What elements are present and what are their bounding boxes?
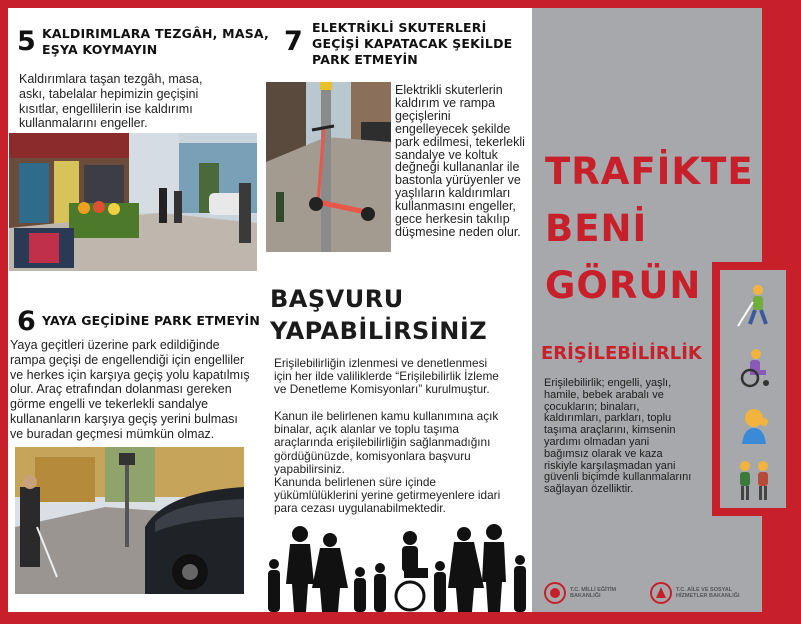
text-line: sağlayan özelliktir. bbox=[544, 483, 634, 496]
section5-heading-line: EŞYA KOYMAYIN bbox=[42, 42, 158, 57]
text-line: ve Denetleme Komisyonları” kurulmuştur. bbox=[274, 382, 490, 397]
section5-heading bbox=[42, 26, 269, 58]
basvuru-paragraph1 bbox=[274, 357, 529, 397]
text-line: Kanun ile belirlenen kamu kullanımına açık bbox=[274, 409, 499, 423]
text-line: rampa geçişi de engellendiği için engelliler bbox=[10, 352, 245, 367]
logo-text-line: T.C. MİLLİ EĞİTİM bbox=[570, 586, 617, 593]
text-line: değneği kullananlar ile bbox=[395, 160, 520, 175]
basvuru-title-line: BAŞVURU bbox=[270, 285, 404, 313]
section7-heading bbox=[312, 20, 512, 68]
text-line: engelleyecek şekilde bbox=[395, 121, 511, 136]
text-line: yaşlıların kaldırımları bbox=[395, 186, 511, 201]
text-line: bağımsız olarak ve kaza bbox=[544, 447, 663, 460]
accessibility-icon-box bbox=[712, 262, 794, 516]
meb-logo-text bbox=[570, 587, 616, 600]
elderly-couple-icon bbox=[732, 460, 776, 502]
text-line: gece herkesin takılıp bbox=[395, 212, 510, 227]
text-line: kullananların karşıya geçiş yerini bulması bbox=[10, 411, 238, 426]
section5-body bbox=[19, 72, 239, 131]
main-title-line: GÖRÜN bbox=[545, 264, 702, 307]
text-line: Kanunda belirlenen süre içinde bbox=[274, 475, 436, 490]
text-line: taşıma araçlarını, kimsenin bbox=[544, 424, 676, 437]
text-line: riskiyle karşılaşmadan yani bbox=[544, 459, 676, 472]
text-line: park edilmesi, tekerlekli bbox=[395, 134, 525, 149]
text-line: Kaldırımlara taşan tezgâh, masa, bbox=[19, 72, 203, 86]
text-line: kullanmasını engeller, bbox=[395, 199, 516, 214]
main-title-line: BENİ bbox=[545, 207, 648, 250]
bottom-red-border bbox=[0, 612, 801, 624]
left-red-border bbox=[0, 0, 8, 624]
text-line: kullanmalarını engeller. bbox=[19, 116, 148, 131]
section7-heading-line: PARK ETMEYİN bbox=[312, 52, 418, 67]
text-line: hamile, bebek arabalı ve bbox=[544, 388, 664, 401]
text-line: kaldırımları, parkları, toplu bbox=[544, 412, 672, 425]
text-line: ve buradan geçmesi mümkün olmaz. bbox=[10, 426, 215, 441]
section5-number: 5 bbox=[17, 26, 36, 57]
basvuru-paragraph2 bbox=[274, 410, 529, 516]
section7-number: 7 bbox=[284, 26, 303, 57]
text-line: geçişlerini bbox=[395, 108, 451, 123]
logo-text-line: BAKANLIĞI bbox=[570, 593, 601, 599]
text-line: bastonla yürüyenler ve bbox=[395, 173, 521, 188]
basvuru-title-line: YAPABİLİRSİNİZ bbox=[270, 317, 488, 345]
text-line: kısıtlar, engellilerin ise kaldırımı bbox=[19, 101, 193, 116]
text-line: Erişilebilirliğin izlenmesi ve denetlenmesi bbox=[274, 356, 488, 370]
text-line: güvenli biçimde kullanmalarını bbox=[544, 471, 692, 484]
car-on-crossing-photo bbox=[15, 447, 244, 594]
aile-logo-text bbox=[676, 587, 740, 600]
aile-logo bbox=[650, 582, 740, 604]
person-in-wheelchair-icon bbox=[736, 348, 772, 388]
section7-body bbox=[395, 84, 530, 239]
section5-heading-line: KALDIRIMLARA TEZGÂH, MASA, bbox=[42, 26, 269, 41]
text-line: için her ilde valiliklerde “Erişilebilirlik İzleme bbox=[274, 369, 499, 384]
person-with-white-cane-icon bbox=[736, 284, 772, 328]
text-line: yükümlülüklerini yerine getirmeyenlere idari bbox=[274, 488, 501, 503]
text-line: para cezası uygulanabilmektedir. bbox=[274, 501, 446, 516]
erisilebilirlik-title: ERİŞİLEBİLİRLİK bbox=[541, 343, 702, 364]
text-line: sandalye ve koltuk bbox=[395, 147, 498, 162]
text-line: kaldırım ve rampa bbox=[395, 95, 496, 110]
people-silhouette-illustration bbox=[262, 520, 532, 612]
deaf-person-icon bbox=[736, 406, 772, 444]
section7-heading-line: ELEKTRİKLİ SKUTERLERİ bbox=[312, 20, 487, 35]
text-line: askı, tabelalar hepimizin geçişini bbox=[19, 86, 199, 101]
text-line: olur. Araç etrafından dolanması gereken bbox=[10, 382, 232, 397]
text-line: görme engelli ve tekerlekli sandalye bbox=[10, 397, 209, 412]
text-line: araçlarında erişilebilirliğin sağlanmadığını bbox=[274, 435, 491, 450]
section6-body bbox=[10, 338, 260, 442]
text-line: ve herkes için karşıya geçiş yolu kapatılmış bbox=[10, 367, 250, 382]
text-line: yapabilirsiniz. bbox=[274, 461, 345, 476]
scooter-photo bbox=[266, 82, 391, 252]
main-title-line: TRAFİKTE bbox=[545, 150, 754, 193]
text-line: binalar, açık alanlar ve toplu taşıma bbox=[274, 422, 459, 437]
logo-text-line: T.C. AİLE VE SOSYAL bbox=[676, 586, 733, 593]
top-red-border bbox=[0, 0, 801, 8]
text-line: düşmesine neden olur. bbox=[395, 224, 521, 239]
text-line: yardımı olmadan yani bbox=[544, 435, 650, 448]
section6-number: 6 bbox=[17, 306, 36, 337]
sidewalk-stalls-photo bbox=[9, 133, 257, 271]
text-line: gördüğünüzde, komisyonlara başvuru bbox=[274, 448, 471, 463]
aile-emblem-icon bbox=[650, 582, 672, 604]
section6-heading: YAYA GEÇİDİNE PARK ETMEYİN bbox=[42, 313, 260, 328]
erisilebilirlik-description bbox=[544, 378, 714, 496]
meb-emblem-icon bbox=[544, 582, 566, 604]
text-line: Yaya geçitleri üzerine park edildiğinde bbox=[10, 338, 220, 352]
section7-heading-line: GEÇİŞİ KAPATACAK ŞEKİLDE bbox=[312, 36, 513, 51]
basvuru-title bbox=[270, 283, 487, 347]
text-line: Elektrikli skuterlerin bbox=[395, 83, 503, 97]
logo-text-line: HİZMETLER BAKANLIĞI bbox=[676, 593, 740, 599]
text-line: Erişilebilirlik; engelli, yaşlı, bbox=[544, 377, 672, 389]
meb-logo bbox=[544, 582, 616, 604]
text-line: çocukların; binaları, bbox=[544, 400, 640, 413]
